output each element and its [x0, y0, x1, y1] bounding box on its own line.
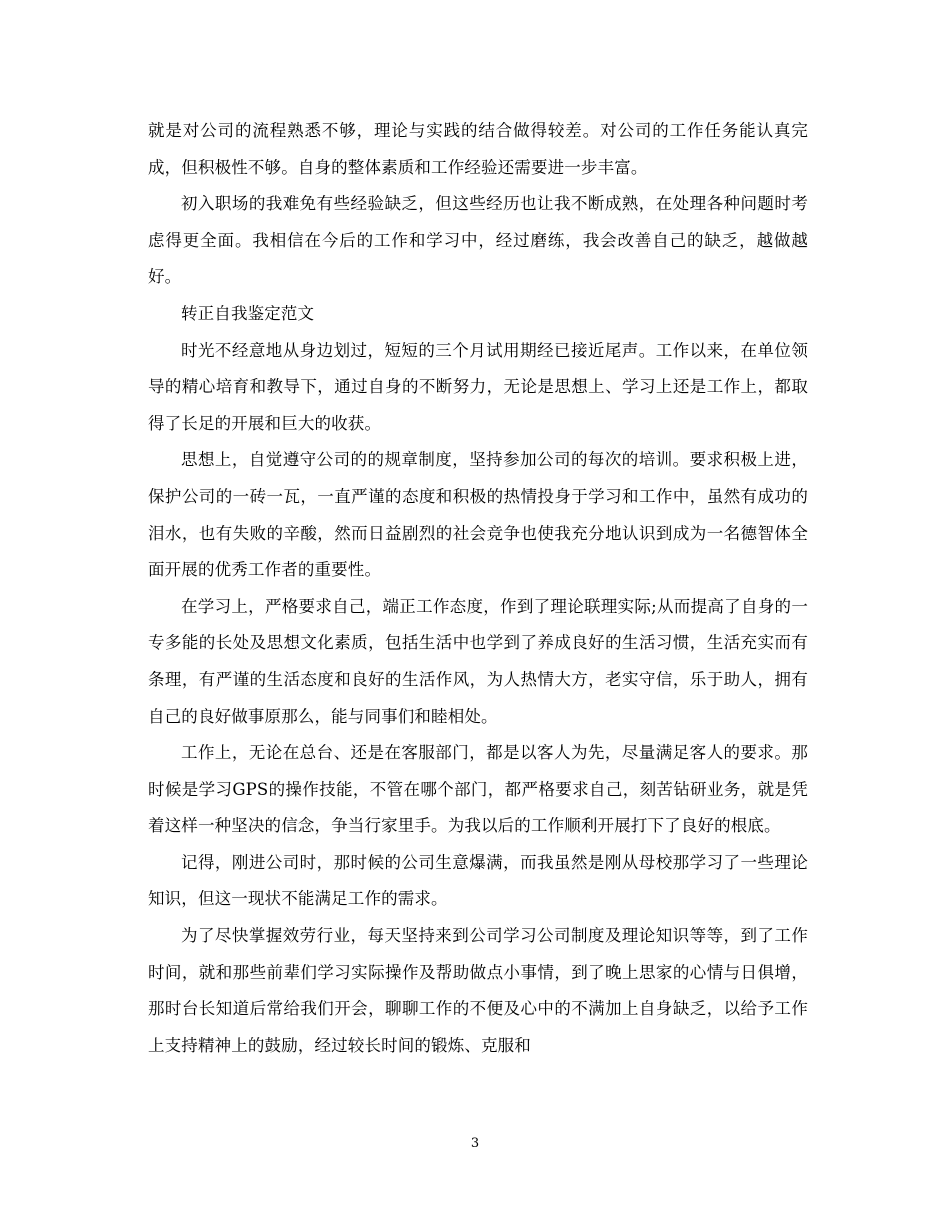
paragraph-4: 思想上，自觉遵守公司的的规章制度，坚持参加公司的每次的培训。要求积极上进，保护公司的一砖一瓦，一直严谨的态度和积极的热情投身于学习和工作中，虽然有成功的泪水，也有失败的辛酸，然而日益剧烈的社会竞争也使我充分地认识到成为一名德智体全面开展的优秀工作者的重要性。: [148, 450, 808, 580]
page-number: 3: [470, 1136, 480, 1151]
paragraph-8: 为了尽快掌握效劳行业，每天坚持来到公司学习公司制度及理论知识等等，到了工作时间，就和那些前辈们学习实际操作及帮助做点小事情，到了晚上思家的心情与日俱增，那时台长知道后常给我们开会，聊聊工作的不便及心中的不满加上自身缺乏，以给予工作上支持精神上的鼓励，经过较长时间的锻炼、克服和: [148, 926, 808, 1055]
document-body: [148, 113, 808, 1064]
paragraph-7: 记得，刚进公司时，那时候的公司生意爆满，而我虽然是刚从母校那学习了一些理论知识，但这一现状不能满足工作的需求。: [148, 852, 808, 909]
paragraph-3: 时光不经意地从身边划过，短短的三个月试用期经已接近尾声。工作以来，在单位领导的精心培育和教导下，通过自身的不断努力，无论是思想上、学习上还是工作上，都取得了长足的开展和巨大的收获。: [148, 340, 808, 433]
paragraph-2: 初入职场的我难免有些经验缺乏，但这些经历也让我不断成熟，在处理各种问题时考虑得更全面。我相信在今后的工作和学习中，经过磨练，我会改善自己的缺乏，越做越好。: [148, 194, 808, 287]
section-heading: 转正自我鉴定范文: [181, 303, 315, 323]
paragraph-6: 工作上，无论在总台、还是在客服部门，都是以客人为先，尽量满足客人的要求。那时候是学习GPS的操作技能，不管在哪个部门，都严格要求自己，刻苦钻研业务，就是凭着这样一种坚决的信念，争当行家里手。为我以后的工作顺利开展打下了良好的根底。: [148, 743, 808, 836]
paragraph-1: 就是对公司的流程熟悉不够，理论与实践的结合做得较差。对公司的工作任务能认真完成，但积极性不够。自身的整体素质和工作经验还需要进一步丰富。: [148, 121, 808, 177]
paragraph-5: 在学习上，严格要求自己，端正工作态度，作到了理论联理实际;从而提高了自身的一专多能的长处及思想文化素质，包括生活中也学到了养成良好的生活习惯，生活充实而有条理，有严谨的生活态度和良好的生活作风，为人热情大方，老实守信，乐于助人，拥有自己的良好做事原那么，能与同事们和睦相处。: [148, 596, 808, 726]
